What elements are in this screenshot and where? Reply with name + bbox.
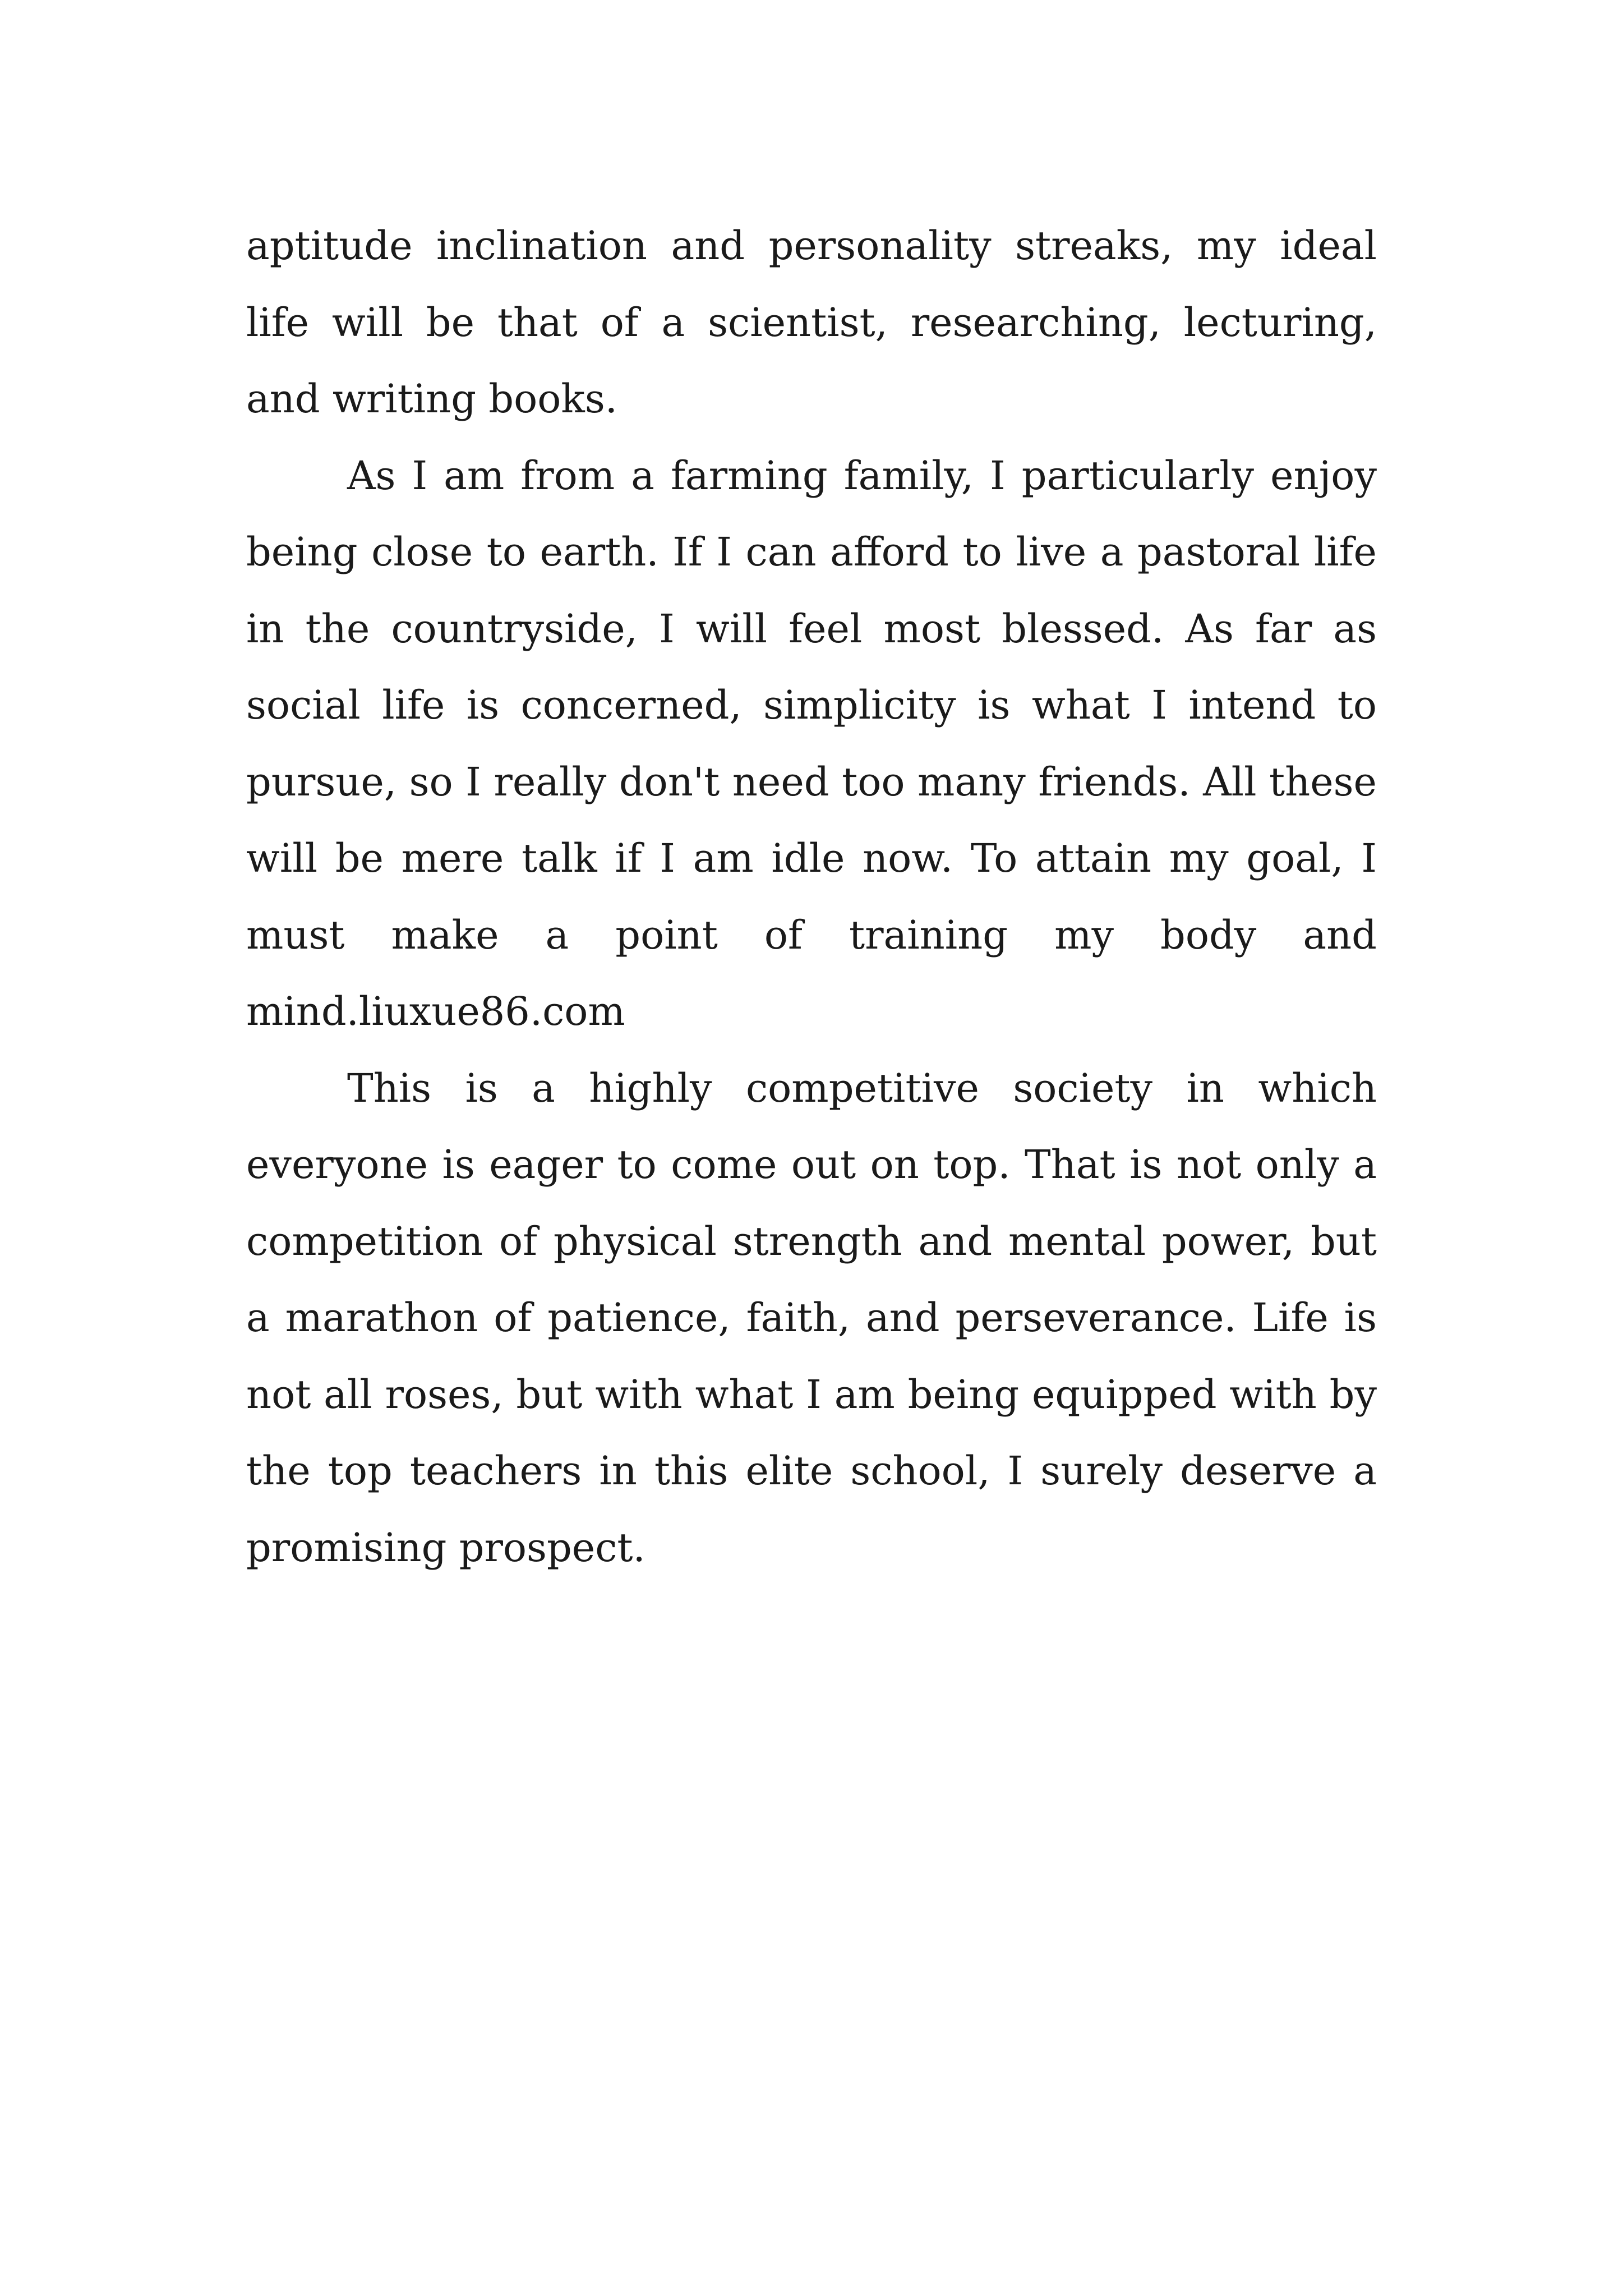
paragraph-competitive-society: This is a highly competitive society in which everyone is eager to come out on top. That is not only a competition of physical strength and mental power, but a marathon of patience, faith, and perseverance. Life is not all roses, but with what I am being equipped with by the top teachers in this elite school, I surely deserve a promising prospect. [246,1065,1377,1571]
paragraph-farming-family: As I am from a farming family, I particularly enjoy being close to earth. If I can afford to live a pastoral life in the countryside, I will feel most blessed. As far as social life is concerned, simplicity is what I intend to pursue, so I really don't need too many friends. All these will be mere talk if I am idle now. To attain my goal, I must make a point of training my body and mind.liuxue86.com [246,452,1377,1034]
paragraph-continuation: aptitude inclination and personality streaks, my ideal life will be that of a scientist, researching, lecturing, and writing books. [246,223,1377,422]
document-body [246,208,1377,1586]
